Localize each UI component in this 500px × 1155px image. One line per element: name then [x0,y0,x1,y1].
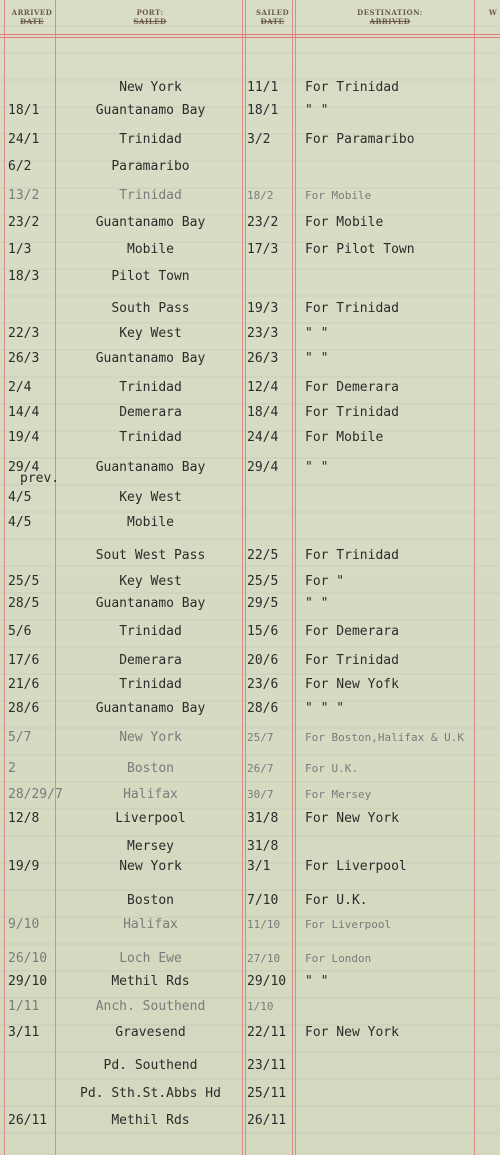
log-row [0,623,500,645]
port-cell: Methil Rds [111,974,190,989]
sailed-date-cell: 23/2 [247,215,279,230]
header-destination-label: DESTINATION: [357,8,423,17]
log-row [0,300,500,322]
destination-cell: For Trinidad [305,80,399,95]
arrived-date-cell: 6/2 [8,159,32,174]
port-cell: Key West [119,490,182,505]
arrived-date-cell: 19/4 [8,430,40,445]
prev-note: prev. [20,471,60,486]
port-cell: Trinidad [119,677,182,692]
log-row [0,214,500,236]
log-row [0,595,500,617]
destination-cell: " " [305,103,329,118]
header-arrived [8,8,56,26]
header-destination [345,8,435,26]
destination-cell: For Mobile [305,430,384,445]
header-sailed-date: DATE [260,17,285,26]
arrived-date-cell: 2/4 [8,380,32,395]
sailed-date-cell: 11/10 [247,918,281,931]
arrived-date-cell: 23/2 [8,215,40,230]
sailed-date-cell: 24/4 [247,430,279,445]
log-row [0,379,500,401]
log-row [0,810,500,832]
sailed-date-cell: 25/11 [247,1086,287,1101]
sailed-date-cell: 26/3 [247,351,279,366]
port-cell: Guantanamo Bay [95,460,206,475]
port-cell: Halifax [123,787,178,802]
arrived-date-cell: 1/3 [8,242,32,257]
sailed-date-cell: 27/10 [247,952,281,965]
header-arrived-date: DATE [20,17,44,26]
sailed-date-cell: 19/3 [247,301,279,316]
log-row [0,700,500,722]
port-cell: Methil Rds [111,1113,190,1128]
log-row [0,786,500,808]
arrived-date-cell: 12/8 [8,811,40,826]
arrived-date-cell: 28/6 [8,701,40,716]
header-rule [0,34,500,35]
port-cell: Guantanamo Bay [95,215,206,230]
sailed-date-cell: 29/10 [247,974,287,989]
port-cell: Trinidad [119,188,182,203]
port-cell: Boston [127,761,174,776]
log-row [0,158,500,180]
destination-cell: For Mersey [305,788,372,801]
destination-cell: For Trinidad [305,301,399,316]
arrived-date-cell: 26/11 [8,1113,48,1128]
port-cell: Demerara [119,653,182,668]
log-row [0,973,500,995]
port-cell: Guantanamo Bay [95,701,206,716]
header-port [110,8,190,26]
sailed-date-cell: 23/6 [247,677,279,692]
log-row [0,131,500,153]
log-row [0,729,500,751]
destination-cell: For Trinidad [305,405,399,420]
log-row [0,1057,500,1079]
destination-cell: For New York [305,811,399,826]
port-cell: Trinidad [119,430,182,445]
arrived-date-cell: 4/5 [8,490,32,505]
sailed-date-cell: 26/11 [247,1113,287,1128]
header-w [487,8,499,17]
sailed-date-cell: 18/2 [247,189,274,202]
destination-cell: For Liverpool [305,918,392,931]
sailed-date-cell: 23/3 [247,326,279,341]
arrived-date-cell: 26/10 [8,951,48,966]
log-row [0,573,500,595]
port-cell: Trinidad [119,132,182,147]
port-cell: Boston [127,893,174,908]
port-cell: Demerara [119,405,182,420]
header-destination-struck: ARRIVED [369,17,411,26]
sailed-date-cell: 18/4 [247,405,279,420]
sailed-date-cell: 22/5 [247,548,279,563]
port-cell: New York [119,859,182,874]
arrived-date-cell: 13/2 [8,188,40,203]
port-cell: New York [119,730,182,745]
destination-cell: For Paramaribo [305,132,415,147]
arrived-date-cell: 28/5 [8,596,40,611]
destination-cell: For Trinidad [305,653,399,668]
log-row [0,892,500,914]
destination-cell: " " [305,326,329,341]
destination-cell: For Pilot Town [305,242,415,257]
sailed-date-cell: 28/6 [247,701,279,716]
destination-cell: For New York [305,1025,399,1040]
port-cell: South Pass [111,301,190,316]
log-row [0,79,500,101]
header-sailed-label: SAILED [255,8,290,17]
port-cell: Paramaribo [111,159,190,174]
arrived-date-cell: 5/7 [8,730,32,745]
port-cell: Guantanamo Bay [95,596,206,611]
arrived-date-cell: 4/5 [8,515,32,530]
port-cell: Trinidad [119,380,182,395]
sailed-date-cell: 23/11 [247,1058,287,1073]
log-row [0,916,500,938]
destination-cell: For New Yofk [305,677,399,692]
arrived-date-cell: 28/29/7 [8,787,63,802]
arrived-date-cell: 1/11 [8,999,40,1014]
port-cell: Gravesend [115,1025,186,1040]
sailed-date-cell: 7/10 [247,893,279,908]
port-cell: Trinidad [119,624,182,639]
arrived-date-cell: 29/10 [8,974,48,989]
destination-cell: " " [305,351,329,366]
arrived-date-cell: 19/9 [8,859,40,874]
sailed-date-cell: 30/7 [247,788,274,801]
log-row [0,102,500,124]
sailed-date-cell: 22/11 [247,1025,287,1040]
arrived-date-cell: 18/1 [8,103,40,118]
destination-cell: For Mobile [305,189,372,202]
sailed-date-cell: 26/7 [247,762,274,775]
log-row [0,760,500,782]
port-cell: Pilot Town [111,269,190,284]
sailed-date-cell: 12/4 [247,380,279,395]
sailed-date-cell: 20/6 [247,653,279,668]
arrived-date-cell: 29/4 [8,460,40,475]
sailed-date-cell: 18/1 [247,103,279,118]
log-row [0,187,500,209]
port-cell: New York [119,80,182,95]
port-cell: Mobile [127,242,174,257]
port-cell: Key West [119,574,182,589]
destination-cell: " " [305,596,329,611]
port-cell: Anch. Southend [95,999,206,1014]
port-cell: Liverpool [115,811,186,826]
arrived-date-cell: 17/6 [8,653,40,668]
header-sailed [250,8,295,26]
log-row [0,547,500,569]
destination-cell: For London [305,952,372,965]
port-cell: Halifax [123,917,178,932]
log-row [0,429,500,451]
destination-cell: For U.K. [305,762,358,775]
arrived-date-cell: 5/6 [8,624,32,639]
arrived-date-cell: 22/3 [8,326,40,341]
destination-cell: " " [305,974,329,989]
log-row [0,350,500,372]
sailed-date-cell: 3/1 [247,859,271,874]
sailed-date-cell: 15/6 [247,624,279,639]
log-row [0,268,500,290]
port-cell: Guantanamo Bay [95,103,206,118]
log-row [0,676,500,698]
log-row [0,404,500,426]
log-row [0,652,500,674]
destination-cell: For Demerara [305,624,399,639]
destination-cell: For Boston,Halifax & U.K [305,731,464,744]
arrived-date-cell: 26/3 [8,351,40,366]
sailed-date-cell: 11/1 [247,80,279,95]
log-row [0,1112,500,1134]
destination-cell: For " [305,574,345,589]
sailed-date-cell: 29/4 [247,460,279,475]
arrived-date-cell: 18/3 [8,269,40,284]
arrived-date-cell: 14/4 [8,405,40,420]
log-row [0,325,500,347]
log-row [0,1085,500,1107]
port-cell: Guantanamo Bay [95,351,206,366]
sailed-date-cell: 1/10 [247,1000,274,1013]
port-cell: Pd. Sth.St.Abbs Hd [80,1086,221,1101]
header-port-label: PORT: [136,8,164,17]
log-row [0,459,500,481]
destination-cell: For Demerara [305,380,399,395]
log-row [0,998,500,1020]
sailed-date-cell: 29/5 [247,596,279,611]
arrived-date-cell: 25/5 [8,574,40,589]
log-row [0,514,500,536]
port-cell: Mersey [127,839,174,854]
destination-cell: For Trinidad [305,548,399,563]
destination-cell: " " [305,460,329,475]
log-row [0,489,500,511]
destination-cell: For Liverpool [305,859,407,874]
header-arrived-label: ARRIVED [11,8,53,17]
arrived-date-cell: 24/1 [8,132,40,147]
sailed-date-cell: 3/2 [247,132,271,147]
arrived-date-cell: 9/10 [8,917,40,932]
log-row [0,858,500,880]
port-cell: Key West [119,326,182,341]
port-cell: Sout West Pass [95,548,206,563]
sailed-date-cell: 31/8 [247,839,279,854]
port-cell: Pd. Southend [103,1058,198,1073]
log-row [0,1024,500,1046]
header-port-struck: SAILED [133,17,167,26]
log-row [0,838,500,860]
log-row [0,241,500,263]
arrived-date-cell: 3/11 [8,1025,40,1040]
destination-cell: For U.K. [305,893,368,908]
arrived-date-cell: 2 [8,761,16,776]
sailed-date-cell: 31/8 [247,811,279,826]
sailed-date-cell: 17/3 [247,242,279,257]
arrived-date-cell: 21/6 [8,677,40,692]
sailed-date-cell: 25/7 [247,731,274,744]
destination-cell: For Mobile [305,215,384,230]
log-row [0,950,500,972]
port-cell: Mobile [127,515,174,530]
header-rule [0,37,500,38]
header-w-label: W [488,8,498,17]
port-cell: Loch Ewe [119,951,182,966]
destination-cell: " " " [305,701,345,716]
sailed-date-cell: 25/5 [247,574,279,589]
